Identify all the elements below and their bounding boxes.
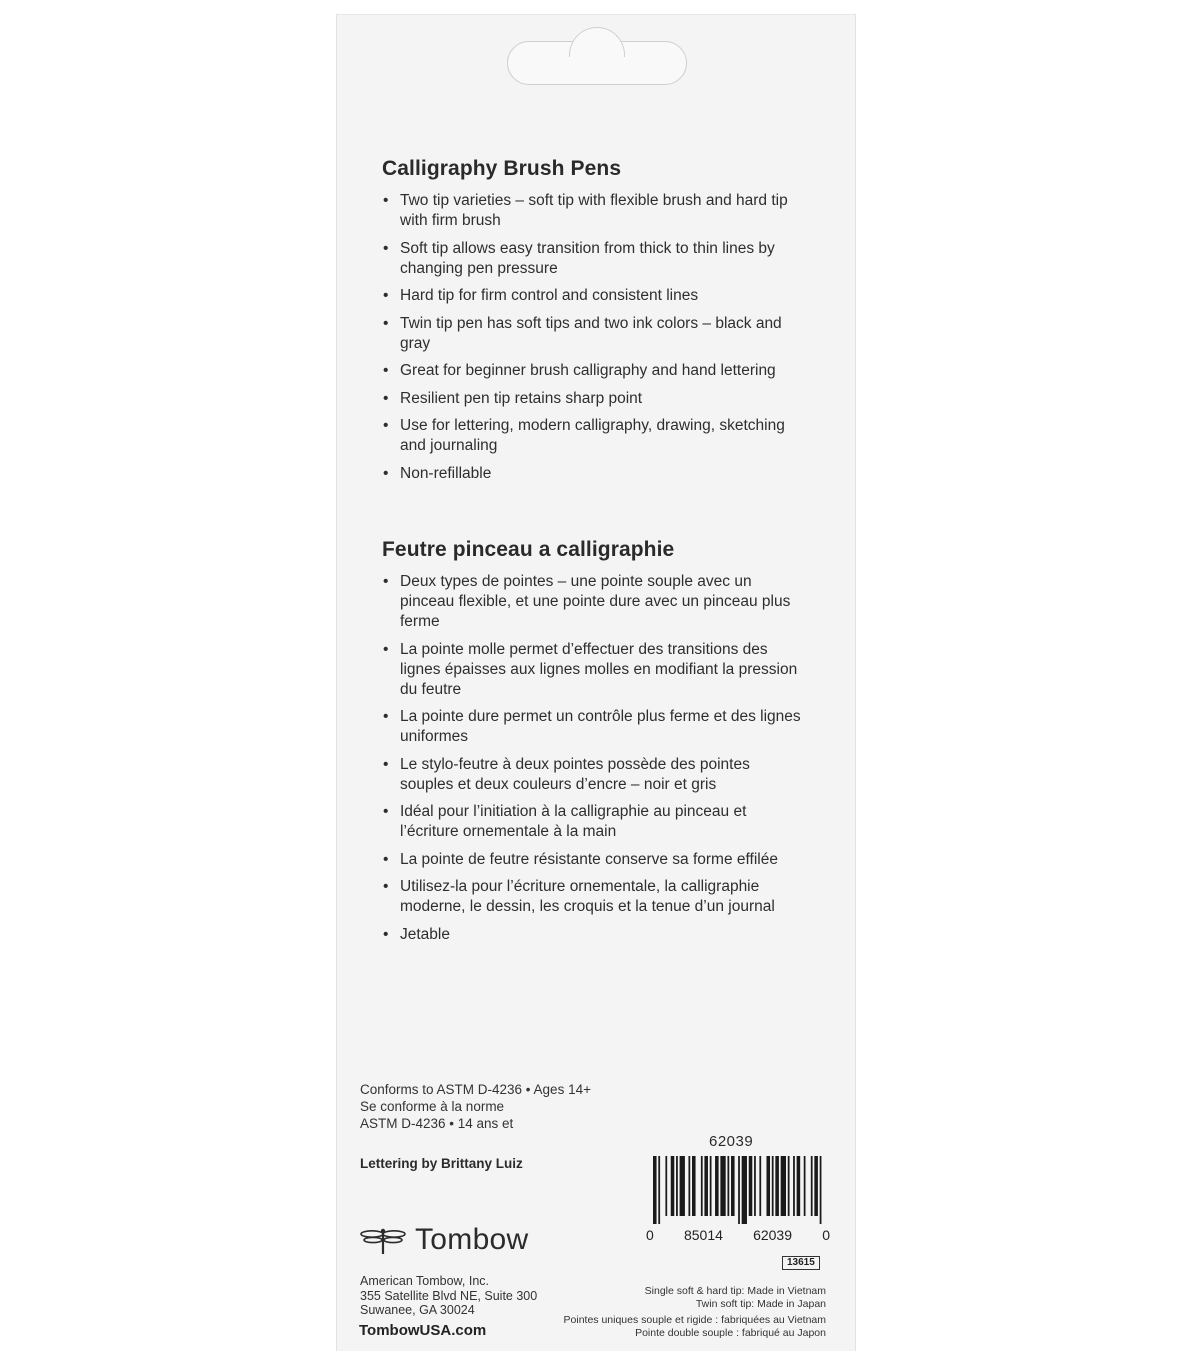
barcode-bar xyxy=(704,1156,708,1216)
french-feature-list xyxy=(382,572,802,945)
list-item: • La pointe molle permet d’effectuer des transitions des lignes épaisses aux lignes molles en modifiant la pression du feutre xyxy=(382,640,802,700)
brand-name: Tombow xyxy=(415,1223,529,1256)
origin-line: Pointes uniques souple et rigide : fabriquées au Vietnam xyxy=(563,1314,826,1326)
barcode-bar xyxy=(671,1156,675,1216)
barcode-digit-first: 0 xyxy=(646,1227,654,1243)
barcode-bar xyxy=(742,1156,747,1224)
list-item: • Use for lettering, modern calligraphy, drawing, sketching and journaling xyxy=(382,416,802,456)
list-item: • Utilisez-la pour l’écriture ornementale, la calligraphie moderne, le dessin, les croquis et la tenue d’un journal xyxy=(382,877,802,917)
barcode-bar xyxy=(772,1156,774,1216)
origin-line: Pointe double souple : fabriqué au Japon xyxy=(635,1326,826,1339)
english-title: Calligraphy Brush Pens xyxy=(382,157,622,180)
barcode-bar xyxy=(781,1156,786,1216)
list-item: • Le stylo-feutre à deux pointes possède des pointes souples et deux couleurs d’encre – noir et gris xyxy=(382,755,802,795)
english-feature-list xyxy=(382,191,802,484)
item-number: 62039 xyxy=(709,1133,754,1150)
barcode-bar xyxy=(749,1156,753,1216)
barcode-bar xyxy=(720,1156,725,1216)
origin-line: Single soft & hard tip: Made in Vietnam xyxy=(644,1285,826,1297)
address-street: 355 Satellite Blvd NE, Suite 300 xyxy=(360,1288,538,1303)
conformity-notice xyxy=(360,1081,591,1132)
address-company: American Tombow, Inc. xyxy=(360,1274,489,1288)
barcode-bar xyxy=(676,1156,678,1216)
barcode-digit-last: 0 xyxy=(822,1227,830,1243)
list-item: • Two tip varieties – soft tip with flexible brush and hard tip with firm brush xyxy=(382,191,802,231)
barcode-bar xyxy=(775,1156,779,1216)
barcode-digit-group: 62039 xyxy=(753,1227,793,1243)
conformity-line: Conforms to ASTM D-4236 • Ages 14+ xyxy=(360,1082,591,1097)
list-item: • Soft tip allows easy transition from thick to thin lines by changing pen pressure xyxy=(382,239,802,279)
barcode-bar xyxy=(788,1156,790,1216)
barcode-bar xyxy=(731,1156,735,1216)
barcode-bar xyxy=(688,1156,690,1216)
brand-logo xyxy=(359,1223,529,1257)
barcode-bar xyxy=(701,1156,703,1216)
barcode-bar xyxy=(710,1156,712,1216)
barcode-bar xyxy=(715,1156,719,1216)
barcode-bar xyxy=(653,1156,657,1224)
packaging-card xyxy=(336,14,856,1351)
barcode-bar xyxy=(759,1156,761,1216)
english-section xyxy=(382,157,802,491)
barcode-bar xyxy=(811,1156,813,1216)
list-item: • Twin tip pen has soft tips and two ink colors – black and gray xyxy=(382,314,802,354)
barcode-bar xyxy=(738,1156,740,1224)
conformity-line: Se conforme à la norme xyxy=(360,1099,505,1114)
barcode-bar xyxy=(692,1156,696,1216)
list-item: • Jetable xyxy=(382,925,802,945)
barcode-digit-group: 85014 xyxy=(683,1227,723,1243)
list-item: • La pointe dure permet un contrôle plus ferme et des lignes uniformes xyxy=(382,707,802,747)
product-code-box: 13615 xyxy=(782,1256,820,1270)
list-item: • Resilient pen tip retains sharp point xyxy=(382,389,802,409)
company-address xyxy=(360,1274,537,1318)
list-item: • Deux types de pointes – une pointe souple avec un pinceau flexible, et une pointe dure avec un pinceau plus ferme xyxy=(382,572,802,632)
barcode-bar xyxy=(804,1156,806,1216)
origin-notice xyxy=(564,1285,826,1339)
address-city: Suwanee, GA 30024 xyxy=(360,1303,475,1317)
barcode-digits xyxy=(646,1227,830,1243)
barcode-bar xyxy=(727,1156,729,1216)
french-section xyxy=(382,538,802,952)
list-item: • Idéal pour l’initiation à la calligraphie au pinceau et l’écriture ornementale à la main xyxy=(382,802,802,842)
barcode-bar xyxy=(680,1156,685,1216)
list-item: • Great for beginner brush calligraphy and hand lettering xyxy=(382,361,802,381)
website-link[interactable]: TombowUSA.com xyxy=(359,1322,487,1339)
conformity-line: ASTM D-4236 • 14 ans et xyxy=(360,1116,514,1131)
barcode-bar xyxy=(814,1156,818,1216)
list-item: • Non-refillable xyxy=(382,464,802,484)
hang-hole-notch xyxy=(569,27,625,57)
list-item: • La pointe de feutre résistante conserve sa forme effilée xyxy=(382,850,802,870)
barcode-bar xyxy=(820,1156,822,1224)
list-item: • Hard tip for firm control and consistent lines xyxy=(382,286,802,306)
barcode-bar xyxy=(754,1156,756,1216)
french-title: Feutre pinceau a calligraphie xyxy=(382,538,675,561)
barcode-bar xyxy=(658,1156,660,1224)
origin-line: Twin soft tip: Made in Japan xyxy=(695,1297,826,1310)
dragonfly-icon xyxy=(359,1225,407,1255)
barcode-bar xyxy=(766,1156,770,1216)
lettering-credit: Lettering by Brittany Luiz xyxy=(360,1156,523,1171)
barcode-bar xyxy=(797,1156,801,1216)
barcode xyxy=(653,1156,825,1224)
barcode-bar xyxy=(665,1156,667,1216)
barcode-bar xyxy=(793,1156,795,1216)
